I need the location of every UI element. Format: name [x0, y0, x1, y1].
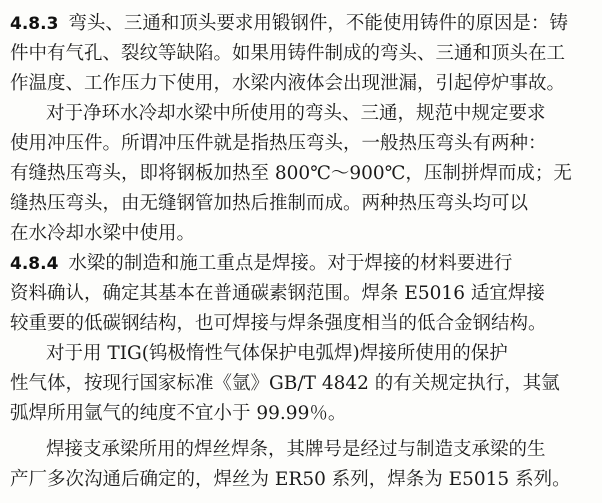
section-4-8-4-line-1 — [10, 249, 596, 279]
paragraph-text: 对于净环水冷却水梁中所使用的弯头、三通，规范中规定要求 — [46, 103, 546, 124]
paragraph-tig-line-2 — [10, 369, 596, 399]
paragraph-text: 作温度、工作压力下使用，水梁内液体会出现泄漏，引起停炉事故。 — [10, 73, 566, 94]
section-4-8-3-line-1 — [10, 9, 596, 39]
paragraph-tig-line-3 — [10, 399, 596, 429]
paragraph-text: 资料确认，确定其基本在普通碳素钢范围。焊条 E5016 适宜焊接 — [10, 283, 545, 304]
paragraph-text: 焊接支承梁所用的焊丝焊条，其牌号是经过与制造支承梁的生 — [46, 439, 546, 460]
paragraph-text: 缝热压弯头，由无缝钢管加热后推制而成。两种热压弯头均可以 — [10, 193, 529, 214]
section-4-8-3-line-2 — [10, 39, 596, 69]
section-number: 4.8.4 — [10, 254, 59, 274]
paragraph-text: 在水冷却水梁中使用。 — [10, 223, 196, 244]
paragraph-text: 弯头、三通和顶头要求用锻钢件，不能使用铸件的原因是：铸 — [68, 13, 568, 34]
paragraph-text: 水梁的制造和施工重点是焊接。对于焊接的材料要进行 — [68, 253, 513, 274]
section-4-8-4-line-2 — [10, 279, 596, 309]
paragraph-stamped-line-5 — [10, 219, 596, 249]
paragraph-text: 对于用 TIG(钨极惰性气体保护电弧焊)焊接所使用的保护 — [46, 343, 508, 364]
paragraph-tig-line-1 — [46, 339, 596, 369]
paragraph-stamped-line-4 — [10, 189, 596, 219]
paragraph-text: 性气体，按现行国家标准《氩》GB/T 4842 的有关规定执行，其氩 — [10, 373, 560, 394]
paragraph-stamped-line-3 — [10, 159, 596, 189]
paragraph-wire-line-1 — [46, 435, 596, 465]
section-number: 4.8.3 — [10, 14, 59, 34]
paragraph-text: 件中有气孔、裂纹等缺陷。如果用铸件制成的弯头、三通和顶头在工 — [10, 43, 566, 64]
paragraph-wire-line-2 — [10, 465, 596, 495]
paragraph-text: 弧焊所用氩气的纯度不宜小于 99.99％。 — [10, 403, 347, 424]
paragraph-stamped-line-2 — [10, 129, 596, 159]
paragraph-text: 使用冲压件。所谓冲压件就是指热压弯头，一般热压弯头有两种： — [10, 133, 547, 154]
paragraph-text: 产厂多次沟通后确定的，焊丝为 ER50 系列，焊条为 E5015 系列。 — [10, 469, 571, 490]
paragraph-text: 有缝热压弯头，即将钢板加热至 800℃～900℃，压制拼焊而成；无 — [10, 163, 572, 184]
section-4-8-3-line-3 — [10, 69, 596, 99]
paragraph-text: 较重要的低碳钢结构，也可焊接与焊条强度相当的低合金钢结构。 — [10, 313, 547, 334]
paragraph-stamped-line-1 — [46, 99, 596, 129]
section-4-8-4-line-3 — [10, 309, 596, 339]
